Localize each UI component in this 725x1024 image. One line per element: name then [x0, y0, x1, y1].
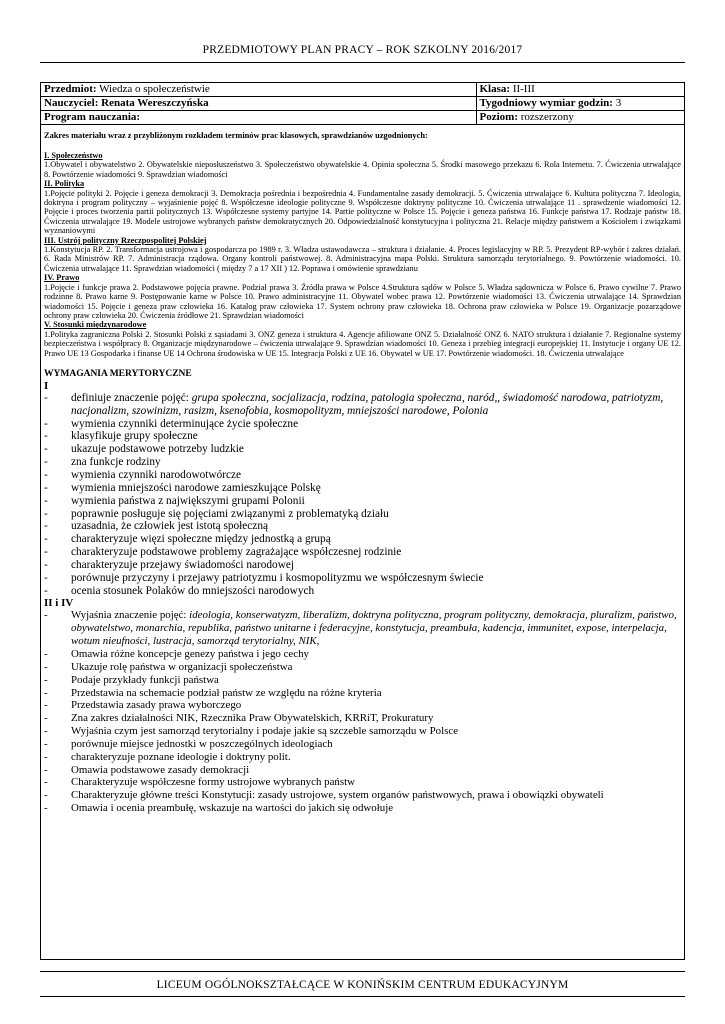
- requirements-list-2: [44, 609, 681, 815]
- requirement-item: - Wyjaśnia czym jest samorząd terytorialny i podaje jakie są szczeble samorządu w Polsce: [44, 725, 681, 738]
- requirement-item: - Omawia i ocenia preambułę, wskazuje na wartości do jakich się odwołuje: [44, 802, 681, 815]
- level-label: Poziom:: [479, 111, 518, 123]
- section-law: [44, 273, 681, 320]
- plan-document-box: [40, 82, 685, 960]
- requirement-item: - Omawia podstawowe zasady demokracji: [44, 764, 681, 777]
- requirement-terms: grupa społeczna, socjalizacja, rodzina, patologia społeczna, naród,, świadomość narodowa, patriotyzm, nacjonalizm, szowinizm, rasizm, ksenofobia, kosmopolityzm, mniejszości narodowe, Polonia: [71, 391, 664, 417]
- program-label: Program nauczania:: [44, 111, 141, 123]
- requirement-item: - wymienia mniejszości narodowe zamieszkujące Polskę: [44, 482, 681, 495]
- teacher-label: Nauczyciel:: [44, 97, 99, 109]
- requirement-item: - wymienia państwa z największymi grupami Polonii: [44, 495, 681, 508]
- requirement-item: - Przedstawia zasady prawa wyborczego: [44, 699, 681, 712]
- header-divider: [40, 62, 685, 63]
- section-topics: 1.Pojęcie polityki 2. Pojęcie i geneza demokracji 3. Demokracja pośrednia i bezpośrednia 4. Fundamentalne zasady demokracji. 5. Ćwiczenia utrwalające 6. Kultura polityczna 7. Ideologia, doktryna i program polityczny – wyjaśnienie pojęć 8. Współczesne ideologie polityczne 9. Współczesne doktryny polityczne 10. Ćwiczenia utrwalające 11 . sprawdzenie wiadomości 12. Pojęcie i proces tworzenia partii politycznych 13. Współczesne systemy partyjne 14. Partie polityczne w Polsce 15. Pojęcie i geneza państwa 16. Funkcje państwa 17. Rodzaje państw 18. Ćwiczenia utrwalające 19. Modele ustrojowe wybranych państw demokratycznych 20. Odpowiedzialność konstytucyjna i polityczna 21. Relacje między państwem a Kościołem i związkami wyznaniowymi: [44, 188, 681, 236]
- requirement-item: - charakteryzuje poznane ideologie i doktryny polit.: [44, 751, 681, 764]
- footer-divider: [40, 971, 685, 972]
- section-title: I. Społeczeństwo: [44, 151, 103, 160]
- requirement-item: - Charakteryzuje współczesne formy ustrojowe wybranych państw: [44, 776, 681, 789]
- requirement-item: - wymienia czynniki determinujące życie społeczne: [44, 418, 681, 431]
- requirement-item: - uzasadnia, że człowiek jest istotą społeczną: [44, 520, 681, 533]
- requirement-item: - charakteryzuje podstawowe problemy zagrażające współczesnej rodzinie: [44, 546, 681, 559]
- requirement-terms: ideologia, konserwatyzm, liberalizm, doktryna polityczna, program polityczny, demokracja, pluralizm, państwo, obywatelstwo, monarchia, republika, państwo unitarne i federacyjne, konstytucja, preambuła, kadencja, immunitet, expose, interpelacja, wotum nieufności, lustracja, samorząd terytorialny, NIK,: [71, 609, 677, 648]
- section-topics: 1.Obywatel i obywatelstwo 2. Obywatelskie nieposłuszeństwo 3. Społeczeństwo obywatelskie 4. Opinia społeczna 5. Środki masowego przekazu 6. Rola Internetu. 7. Ćwiczenia utrwalające 8. Powtórzenie wiadomości 9. Sprawdzian wiadomości: [44, 160, 681, 179]
- requirement-item: - ukazuje podstawowe potrzeby ludzkie: [44, 443, 681, 456]
- footer-bottom-divider: [40, 996, 685, 997]
- hours-cell: [476, 97, 685, 111]
- requirement-item: - charakteryzuje więzi społeczne między jednostką a grupą: [44, 533, 681, 546]
- section-topics: 1.Pojęcie i funkcje prawa 2. Podstawowe pojęcia prawne. Podział prawa 3. Źródła prawa w Polsce 4.Struktura sądów w Polsce 5. Władza sądownicza w Polsce 6. Prawo cywilne 7. Prawo rodzinne 8. Prawo karne 9. Postępowanie karne w Polsce 10. Prawo administracyjne 11. Obywatel wobec prawa 12. Powtórzenie wiadomości 13. Ćwiczenia utrwalające 14. Sprawdzian wiadomości 15. Pojęcie i geneza praw człowieka 16. Katalog praw człowieka 17. System ochrony praw człowieka 18. Ochrona praw człowieka w Polsce 19. Organizacje pozarządowe ochrony praw człowieka 20. Ćwiczenia źródłowe 21. Sprawdzian wiadomości: [44, 282, 681, 320]
- info-row-subject: [41, 83, 685, 97]
- section-title: V. Stosunki międzynarodowe: [44, 320, 147, 330]
- requirement-item: [44, 609, 681, 648]
- teacher-cell: [41, 97, 476, 111]
- subject-cell: [41, 83, 476, 97]
- requirements-list-1: [44, 392, 681, 598]
- requirement-item: - charakteryzuje przejawy świadomości narodowej: [44, 559, 681, 572]
- section-politics: [44, 179, 681, 235]
- section-society: [44, 151, 681, 179]
- section-title: IV. Prawo: [44, 273, 80, 283]
- requirement-item: - Ukazuje rolę państwa w organizacji społeczeństwa: [44, 661, 681, 674]
- info-table: [41, 83, 685, 125]
- requirement-item: - porównuje miejsce jednostki w poszczególnych ideologiach: [44, 738, 681, 751]
- section-political-system: [44, 236, 681, 274]
- hours-value: 3: [612, 97, 622, 109]
- requirements-title: WYMAGANIA MERYTORYCZNE: [44, 368, 192, 379]
- level-cell: [476, 111, 685, 125]
- level-value: rozszerzony: [517, 111, 574, 123]
- info-row-program: [41, 111, 685, 125]
- requirement-item: - klasyfikuje grupy społeczne: [44, 430, 681, 443]
- requirement-item: - Przedstawia na schemacie podział państw ze względu na różne kryteria: [44, 687, 681, 700]
- subject-label: Przedmiot:: [44, 83, 97, 95]
- requirement-prefix: definiuje znaczenie pojęć:: [71, 391, 192, 404]
- section-international-relations: [44, 320, 681, 358]
- class-value: II-III: [510, 83, 535, 95]
- requirements-group-1-label: I: [44, 379, 49, 392]
- requirement-item: - Charakteryzuje główne treści Konstytucji: zasady ustrojowe, system organów państwowych, prawa i obowiązki obywateli: [44, 789, 681, 802]
- info-row-teacher: [41, 97, 685, 111]
- hours-label: Tygodniowy wymiar godzin:: [479, 97, 613, 109]
- requirement-item: - Zna zakres działalności NIK, Rzecznika Praw Obywatelskich, KRRiT, Prokuratury: [44, 712, 681, 725]
- section-topics: 1.Konstytucja RP. 2. Transformacja ustrojowa i gospodarcza po 1989 r. 3. Władza ustawodawcza – struktura i działanie. 4. Proces legislacyjny w RP. 5. Prezydent RP-wybór i zakres działań. 6. Rada Ministrów RP. 7. Administracja rządowa. Organy kontroli państwowej. 8. Administracyjna mapa Polski. Struktura samorządu terytorialnego. 9. Powtórzenie wiadomości. 10. Ćwiczenia utrwalające 11. Sprawdzian wiadomości ( między 7 a 17 XII ) 12. Poprawa i omówienie sprawdzianu: [44, 245, 681, 273]
- requirement-item: - Podaje przykłady funkcji państwa: [44, 674, 681, 687]
- section-title: III. Ustrój polityczny Rzeczpospolitej Polskiej: [44, 235, 207, 245]
- program-cell: [41, 111, 476, 125]
- page-header-title: PRZEDMIOTOWY PLAN PRACY – ROK SZKOLNY 2016/2017: [202, 44, 523, 56]
- requirement-item: - porównuje przyczyny i przejawy patriotyzmu i kosmopolityzmu we współczesnym świecie: [44, 572, 681, 585]
- requirement-item: [44, 392, 681, 418]
- section-topics: 1.Polityka zagraniczna Polski 2. Stosunki Polski z sąsiadami 3. ONZ geneza i struktura 4. Agencje afiliowane ONZ 5. Działalność ONZ 6. NATO struktura i działanie 7. Regionalne systemy bezpieczeństwa i współpracy 8. Organizacje międzynarodowe – ćwiczenia utrwalające 9. Sprawdzian wiadomości 10. Geneza i przebieg integracji europejskiej 11. Instytucje i organy UE 12. Prawo UE 13 Gospodarka i finanse UE 14 Ochrona środowiska w UE 15. Integracja Polski z UE 16. Obywatel w UE 17. Powtórzenie wiadomości. 18. Ćwiczenia utrwalające: [44, 329, 681, 358]
- plan-content: [41, 125, 684, 815]
- section-title: II. Polityka: [44, 179, 85, 189]
- requirement-item: - poprawnie posługuje się pojęciami związanymi z problematyką działu: [44, 508, 681, 521]
- scope-intro: Zakres materiału wraz z przybliżonym rozkładem terminów prac klasowych, sprawdzianów uzgodnionych:: [44, 131, 428, 140]
- requirements-group-2-label: II i IV: [44, 597, 74, 610]
- requirement-item: - zna funkcje rodziny: [44, 456, 681, 469]
- requirement-item: - Omawia różne koncepcje genezy państwa i jego cechy: [44, 648, 681, 661]
- requirement-item: - ocenia stosunek Polaków do mniejszości narodowych: [44, 585, 681, 598]
- requirement-item: - wymienia czynniki narodowotwórcze: [44, 469, 681, 482]
- class-cell: [476, 83, 685, 97]
- teacher-value: Renata Wereszczyńska: [98, 97, 209, 109]
- subject-value: Wiedza o społeczeństwie: [96, 83, 210, 95]
- class-label: Klasa:: [479, 83, 511, 95]
- page-footer-school: LICEUM OGÓLNOKSZTAŁCĄCE W KONIŃSKIM CENTRUM EDUKACYJNYM: [156, 979, 569, 991]
- requirement-prefix: Wyjaśnia znaczenie pojęć:: [71, 609, 190, 622]
